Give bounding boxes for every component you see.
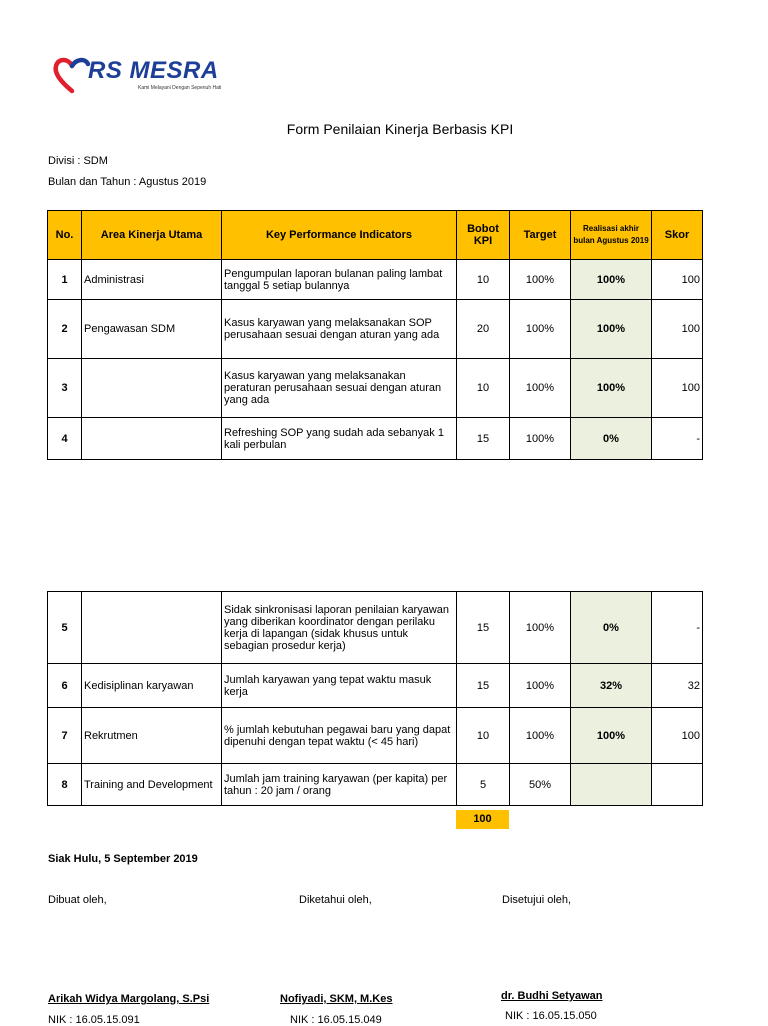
table-row <box>48 418 703 460</box>
row-no: 3 <box>48 359 82 418</box>
row-area: Administrasi <box>82 260 222 300</box>
row-no: 7 <box>48 708 82 764</box>
row-skor: 32 <box>652 664 703 708</box>
row-skor: - <box>652 418 703 460</box>
row-bobot: 15 <box>457 592 510 664</box>
row-skor: 100 <box>652 359 703 418</box>
row-area: Kedisiplinan karyawan <box>82 664 222 708</box>
role-diketahui: Diketahui oleh, <box>299 894 372 906</box>
row-realisasi: 100% <box>571 300 652 359</box>
row-target: 100% <box>510 300 571 359</box>
rs-mesra-logo <box>52 55 252 97</box>
row-target: 100% <box>510 708 571 764</box>
row-realisasi: 100% <box>571 260 652 300</box>
row-target: 100% <box>510 260 571 300</box>
header-no: No. <box>48 211 82 260</box>
row-realisasi <box>571 764 652 806</box>
row-kpi: Kasus karyawan yang melaksanakan peraturan perusahaan sesuai dengan aturan yang ada <box>222 359 457 418</box>
role-disetujui: Disetujui oleh, <box>502 894 572 906</box>
row-target: 100% <box>510 359 571 418</box>
kpi-table-part-2 <box>47 591 703 806</box>
table-row <box>48 708 703 764</box>
row-realisasi: 100% <box>571 708 652 764</box>
row-target: 50% <box>510 764 571 806</box>
row-realisasi: 32% <box>571 664 652 708</box>
row-bobot: 10 <box>457 359 510 418</box>
form-title: Form Penilaian Kinerja Berbasis KPI <box>286 121 514 137</box>
place-date: Siak Hulu, 5 September 2019 <box>48 853 198 865</box>
row-kpi: Jumlah karyawan yang tepat waktu masuk kerja <box>222 664 457 708</box>
table-header-row <box>48 211 703 260</box>
row-realisasi: 0% <box>571 592 652 664</box>
logo-tagline: Kami Melayani Dengan Sepenuh Hati <box>138 85 222 91</box>
row-kpi: Refreshing SOP yang sudah ada sebanyak 1 kali perbulan <box>222 418 457 460</box>
table-row <box>48 592 703 664</box>
table-row <box>48 664 703 708</box>
header-skor: Skor <box>652 211 703 260</box>
signer-nik-2: NIK : 16.05.15.049 <box>290 1014 382 1026</box>
row-skor: - <box>652 592 703 664</box>
row-bobot: 20 <box>457 300 510 359</box>
signer-name-2: Nofiyadi, SKM, M.Kes <box>280 993 393 1005</box>
signer-name-1: Arikah Widya Margolang, S.Psi <box>48 993 210 1005</box>
row-area: Rekrutmen <box>82 708 222 764</box>
row-bobot: 15 <box>457 418 510 460</box>
row-skor: 100 <box>652 260 703 300</box>
divisi-label: Divisi : SDM <box>48 155 108 167</box>
row-bobot: 15 <box>457 664 510 708</box>
row-area <box>82 359 222 418</box>
table-row <box>48 260 703 300</box>
row-bobot: 10 <box>457 260 510 300</box>
header-bobot: Bobot KPI <box>457 211 510 260</box>
table-row <box>48 359 703 418</box>
period-label: Bulan dan Tahun : Agustus 2019 <box>48 176 207 188</box>
row-area: Pengawasan SDM <box>82 300 222 359</box>
header-realisasi: Realisasi akhir bulan Agustus 2019 <box>571 211 652 260</box>
row-no: 4 <box>48 418 82 460</box>
row-no: 1 <box>48 260 82 300</box>
heart-logo-icon <box>52 55 92 95</box>
row-skor: 100 <box>652 708 703 764</box>
row-area <box>82 592 222 664</box>
header-area: Area Kinerja Utama <box>82 211 222 260</box>
row-skor <box>652 764 703 806</box>
role-dibuat: Dibuat oleh, <box>48 894 107 906</box>
signer-name-3: dr. Budhi Setyawan <box>501 990 603 1002</box>
row-bobot: 10 <box>457 708 510 764</box>
row-no: 2 <box>48 300 82 359</box>
row-no: 8 <box>48 764 82 806</box>
row-target: 100% <box>510 664 571 708</box>
table-row <box>48 764 703 806</box>
row-no: 5 <box>48 592 82 664</box>
table-row <box>48 300 703 359</box>
row-realisasi: 100% <box>571 359 652 418</box>
logo-name: RS MESRA <box>88 57 219 84</box>
row-kpi: Pengumpulan laporan bulanan paling lambat tanggal 5 setiap bulannya <box>222 260 457 300</box>
row-skor: 100 <box>652 300 703 359</box>
row-target: 100% <box>510 592 571 664</box>
total-bobot: 100 <box>456 810 509 829</box>
row-area <box>82 418 222 460</box>
row-no: 6 <box>48 664 82 708</box>
row-realisasi: 0% <box>571 418 652 460</box>
signer-nik-1: NIK : 16.05.15.091 <box>48 1014 140 1026</box>
row-kpi: Sidak sinkronisasi laporan penilaian karyawan yang diberikan koordinator dengan perilaku kerja di lapangan (sidak khusus untuk sebagian prosedur kerja) <box>222 592 457 664</box>
signer-nik-3: NIK : 16.05.15.050 <box>505 1010 597 1022</box>
row-kpi: % jumlah kebutuhan pegawai baru yang dapat dipenuhi dengan tepat waktu (< 45 hari) <box>222 708 457 764</box>
row-kpi: Kasus karyawan yang melaksanakan SOP perusahaan sesuai dengan aturan yang ada <box>222 300 457 359</box>
row-kpi: Jumlah jam training karyawan (per kapita) per tahun : 20 jam / orang <box>222 764 457 806</box>
header-target: Target <box>510 211 571 260</box>
kpi-table-part-1 <box>47 210 703 460</box>
header-kpi: Key Performance Indicators <box>222 211 457 260</box>
row-bobot: 5 <box>457 764 510 806</box>
row-target: 100% <box>510 418 571 460</box>
row-area: Training and Development <box>82 764 222 806</box>
